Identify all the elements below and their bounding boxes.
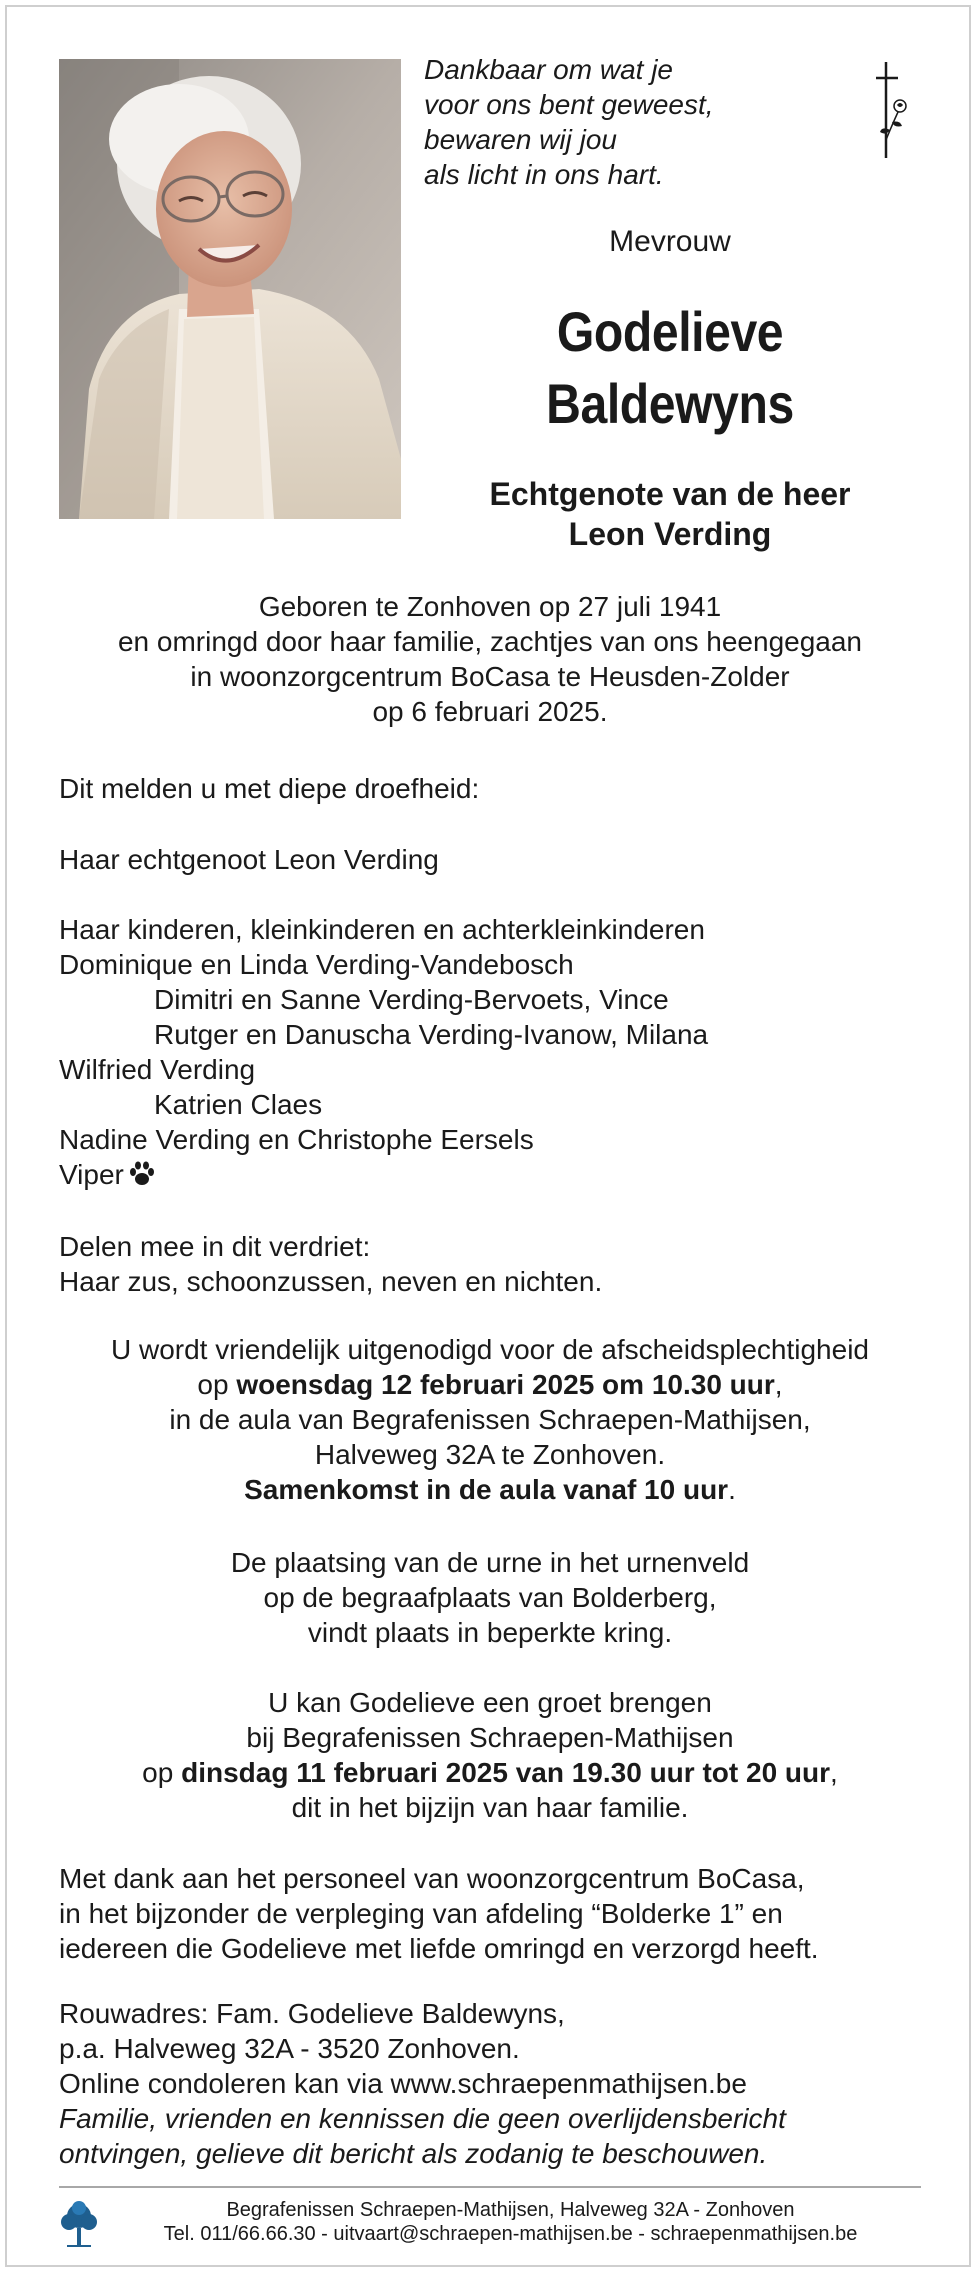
visit-date: dinsdag 11 februari 2025 van 19.30 uur tot 20 uur (181, 1757, 831, 1788)
salutation: Mevrouw (609, 225, 731, 258)
family-member: Rutger en Danuscha Verding-Ivanow, Milana (154, 1019, 709, 1050)
family-heading: Haar kinderen, kleinkinderen en achterkleinkinderen (59, 914, 705, 945)
address-line: p.a. Halveweg 32A - 3520 Zonhoven. (59, 2033, 520, 2064)
ceremony-line (59, 1472, 921, 1507)
birth-line: op 6 februari 2025. (372, 696, 608, 727)
visit-text: , (830, 1757, 838, 1788)
urn-line: op de begraafplaats van Bolderberg, (263, 1582, 717, 1613)
spouse-info (420, 474, 920, 554)
first-name: Godelieve (556, 300, 784, 363)
visit-text: op (142, 1757, 182, 1788)
footer-line: Begrafenissen Schraepen-Mathijsen, Halveweg 32A - Zonhoven (226, 2199, 795, 2221)
poem-line: bewaren wij jou (424, 124, 617, 155)
poem-line: voor ons bent geweest, (424, 89, 714, 120)
visit-line (59, 1755, 921, 1790)
birth-line: in woonzorgcentrum BoCasa te Heusden-Zolder (190, 661, 790, 692)
footer-line: Tel. 011/66.66.30 - uitvaart@schraepen-mathijsen.be - schraepenmathijsen.be (163, 2223, 858, 2245)
condolence-line: Online condoleren kan via www.schraepenmathijsen.be (59, 2068, 747, 2099)
address-line: Rouwadres: Fam. Godelieve Baldewyns, (59, 1998, 565, 2029)
birth-line: en omringd door haar familie, zachtjes van ons heengegaan (117, 626, 863, 657)
husband-text: Haar echtgenoot Leon Verding (59, 844, 439, 875)
family-member: Dominique en Linda Verding-Vandebosch (59, 949, 574, 980)
ceremony-block (59, 1332, 921, 1507)
thanks-line: Met dank aan het personeel van woonzorgcentrum BoCasa, (59, 1863, 805, 1894)
family-member: Wilfried Verding (59, 1054, 256, 1085)
thanks-line: in het bijzonder de verpleging van afdeling “Bolderke 1” en (59, 1898, 783, 1929)
spouse-line: Echtgenote van de heer (489, 476, 851, 512)
family-member: Katrien Claes (154, 1089, 323, 1120)
footer-divider (59, 2186, 921, 2188)
share-block (59, 1229, 921, 1299)
birth-line: Geboren te Zonhoven op 27 juli 1941 (258, 591, 722, 622)
poem (424, 52, 844, 192)
portrait-photo (59, 59, 401, 519)
gathering-time: Samenkomst in de aula vanaf 10 uur (244, 1474, 729, 1505)
ceremony-date: woensdag 12 februari 2025 om 10.30 uur (236, 1369, 775, 1400)
family-member: Nadine Verding en Christophe Eersels (59, 1124, 534, 1155)
visit-line: dit in het bijzijn van haar familie. (291, 1792, 689, 1823)
cross-with-rose-icon (870, 60, 914, 160)
address-block (59, 1996, 921, 2171)
ceremony-line: U wordt vriendelijk uitgenodigd voor de afscheidsplechtigheid (110, 1334, 869, 1365)
ceremony-line (59, 1367, 921, 1402)
ceremony-line: Halveweg 32A te Zonhoven. (314, 1439, 666, 1470)
ceremony-text: . (728, 1474, 736, 1505)
share-line: Haar zus, schoonzussen, neven en nichten. (59, 1266, 603, 1297)
urn-line: De plaatsing van de urne in het urnenveld (230, 1547, 750, 1578)
tree-icon (59, 2200, 99, 2248)
family-member: Dimitri en Sanne Verding-Bervoets, Vince (154, 984, 669, 1015)
ceremony-text: op (197, 1369, 237, 1400)
last-name: Baldewyns (546, 372, 794, 435)
family-list (59, 912, 921, 1195)
birth-block (59, 589, 921, 729)
pet-name: Viper (59, 1159, 124, 1190)
visit-line: U kan Godelieve een groet brengen (268, 1687, 712, 1718)
deceased-name (455, 296, 885, 440)
ceremony-text: , (774, 1369, 783, 1400)
poem-line: als licht in ons hart. (424, 159, 664, 190)
visit-line: bij Begrafenissen Schraepen-Mathijsen (246, 1722, 734, 1753)
pet-line (59, 1157, 921, 1195)
notice-line: Familie, vrienden en kennissen die geen overlijdensbericht (59, 2103, 786, 2134)
notice-line: ontvingen, gelieve dit bericht als zodanig te beschouwen. (59, 2138, 768, 2169)
announce-text: Dit melden u met diepe droefheid: (59, 773, 480, 804)
poem-line: Dankbaar om wat je (424, 54, 674, 85)
spouse-line: Leon Verding (568, 516, 772, 552)
thanks-block (59, 1861, 921, 1966)
ceremony-line: in de aula van Begrafenissen Schraepen-Mathijsen, (169, 1404, 811, 1435)
undertaker-footer (100, 2198, 921, 2246)
urn-line: vindt plaats in beperkte kring. (307, 1617, 673, 1648)
urn-block (59, 1545, 921, 1650)
thanks-line: iedereen die Godelieve met liefde omringd en verzorgd heeft. (59, 1933, 819, 1964)
share-line: Delen mee in dit verdriet: (59, 1231, 371, 1262)
paw-icon (128, 1160, 156, 1195)
visit-block (59, 1685, 921, 1825)
